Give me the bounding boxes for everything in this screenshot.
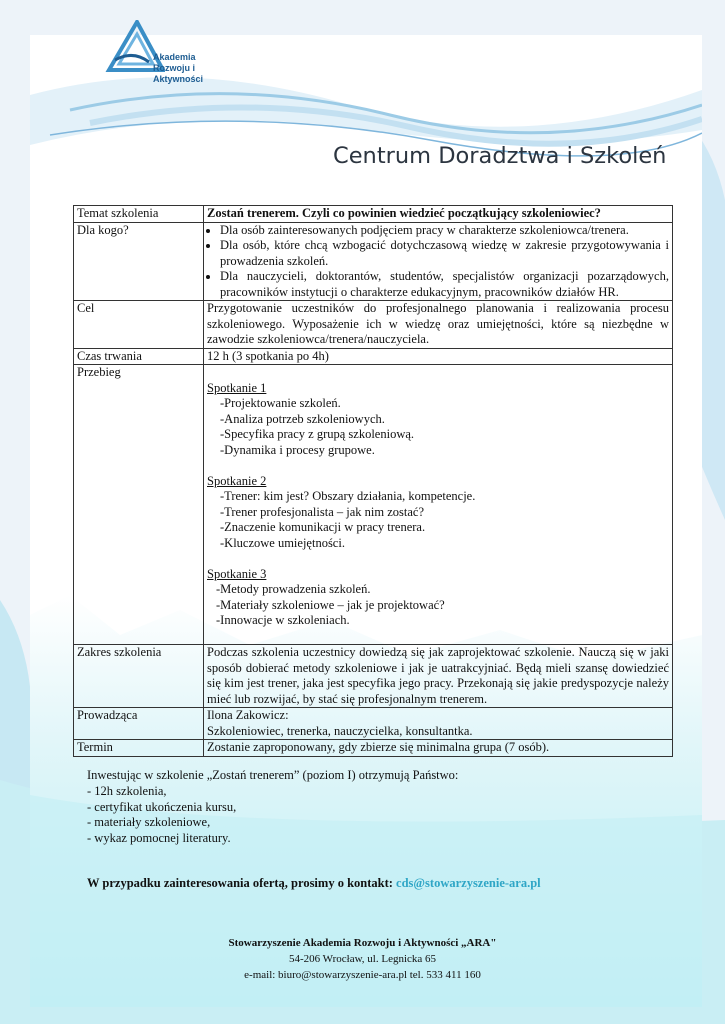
table-row <box>74 301 673 349</box>
session-1-item: -Dynamika i procesy grupowe. <box>220 442 375 457</box>
list-item: • Dla osób zainteresowanych podjęciem pracy w charakterze szkoleniowca/trenera. <box>220 223 669 239</box>
audience-list <box>207 223 669 301</box>
course-value <box>204 365 673 645</box>
table-row <box>74 645 673 708</box>
topic-value: Zostań trenerem. Czyli co powinien wiedzieć początkujący szkoleniowiec? <box>204 206 673 223</box>
brand-title: Centrum Doradztwa i Szkoleń <box>333 143 667 169</box>
table-row <box>74 222 673 301</box>
table-row <box>74 206 673 223</box>
scope-label: Zakres szkolenia <box>74 645 204 708</box>
duration-value: 12 h (3 spotkania po 4h) <box>204 348 673 365</box>
date-label: Termin <box>74 740 204 757</box>
logo-line-3: Aktywności <box>153 74 204 84</box>
list-item: • Dla osób, które chcą wzbogacić dotychczasową wiedzę w zakresie przygotowywania i prowadzenia szkoleń. <box>220 238 669 269</box>
session-2-item: -Trener: kim jest? Obszary działania, kompetencje. <box>220 489 476 503</box>
session-3-title: Spotkanie 3 <box>207 566 267 581</box>
session-2-title: Spotkanie 2 <box>207 473 267 488</box>
benefit-item: - certyfikat ukończenia kursu, <box>87 799 237 814</box>
trainer-value <box>204 708 673 740</box>
session-2-item: -Trener profesjonalista – jak nim zostać? <box>220 504 424 519</box>
training-info-table <box>73 205 673 757</box>
duration-label: Czas trwania <box>74 348 204 365</box>
session-3-item: -Materiały szkoleniowe – jak je projektować? <box>216 597 445 612</box>
session-3-item: -Innowacje w szkoleniach. <box>216 613 350 627</box>
session-2-item: -Znaczenie komunikacji w pracy trenera. <box>220 520 426 534</box>
footer-address: 54-206 Wrocław, ul. Legnicka 65 <box>288 953 437 965</box>
session-1-item: -Analiza potrzeb szkoleniowych. <box>220 411 385 426</box>
footer-org: Stowarzyszenie Akademia Rozwoju i Aktywności „ARA" <box>228 937 497 949</box>
trainer-label: Prowadząca <box>74 708 204 740</box>
contact-line <box>87 876 541 891</box>
logo-line-2: Rozwoju i <box>153 63 195 73</box>
benefits-section <box>87 768 647 847</box>
footer <box>0 935 725 983</box>
table-row <box>74 365 673 645</box>
date-value: Zostanie zaproponowany, gdy zbierze się minimalna grupa (7 osób). <box>204 740 673 757</box>
session-3-item: -Metody prowadzenia szkoleń. <box>216 582 371 596</box>
logo-text <box>153 52 203 85</box>
course-label: Przebieg <box>74 365 204 645</box>
table-row <box>74 708 673 740</box>
footer-contact: e-mail: biuro@stowarzyszenie-ara.pl tel. 533 411 160 <box>244 969 481 981</box>
benefit-item: - wykaz pomocnej literatury. <box>87 831 231 846</box>
session-1-title: Spotkanie 1 <box>207 380 267 395</box>
contact-email-link[interactable]: cds@stowarzyszenie-ara.pl <box>396 876 541 890</box>
session-1-item: -Specyfika pracy z grupą szkoleniową. <box>220 427 415 441</box>
benefit-item: - 12h szkolenia, <box>87 783 167 798</box>
benefit-item: - materiały szkoleniowe, <box>87 815 211 830</box>
benefits-intro: Inwestując w szkolenie „Zostań trenerem” (poziom I) otrzymują Państwo: <box>87 768 459 782</box>
table-row <box>74 740 673 757</box>
audience-value <box>204 222 673 301</box>
logo-line-1: Akademia <box>153 52 196 62</box>
list-item: • Dla nauczycieli, doktorantów, studentów, specjalistów organizacji pozarządowych, pracowników instytucji o charakterze edukacyjnym, pracowników działów HR. <box>220 269 669 300</box>
session-2-item: -Kluczowe umiejętności. <box>220 535 345 550</box>
session-1-item: -Projektowanie szkoleń. <box>220 396 341 410</box>
scope-value: Podczas szkolenia uczestnicy dowiedzą się jak zaprojektować szkolenie. Nauczą się w jaki sposób dobierać metody szkoleniowe i jak je uatrakcyjniać. Będą mieli szansę dowiedzieć się kim jest trener, jaka jest specyfika jego pracy. Przekonają się jakie predyspozycje należy mieć lub rozwijać, by stać się profesjonalnym trenerem. <box>204 645 673 708</box>
audience-label: Dla kogo? <box>74 222 204 301</box>
table-row <box>74 348 673 365</box>
trainer-roles: Szkoleniowiec, trenerka, nauczycielka, konsultantka. <box>207 723 473 738</box>
contact-text: W przypadku zainteresowania ofertą, prosimy o kontakt: <box>87 876 393 890</box>
goal-label: Cel <box>74 301 204 349</box>
topic-label: Temat szkolenia <box>74 206 204 223</box>
trainer-name: Ilona Zakowicz: <box>207 708 289 722</box>
goal-value: Przygotowanie uczestników do profesjonalnego planowania i realizowania procesu szkoleniowego. Wyposażenie ich w wiedzę oraz umiejętności, które są niezbędne w zawodzie szkoleniowca/trenera/nauczyciela. <box>204 301 673 349</box>
